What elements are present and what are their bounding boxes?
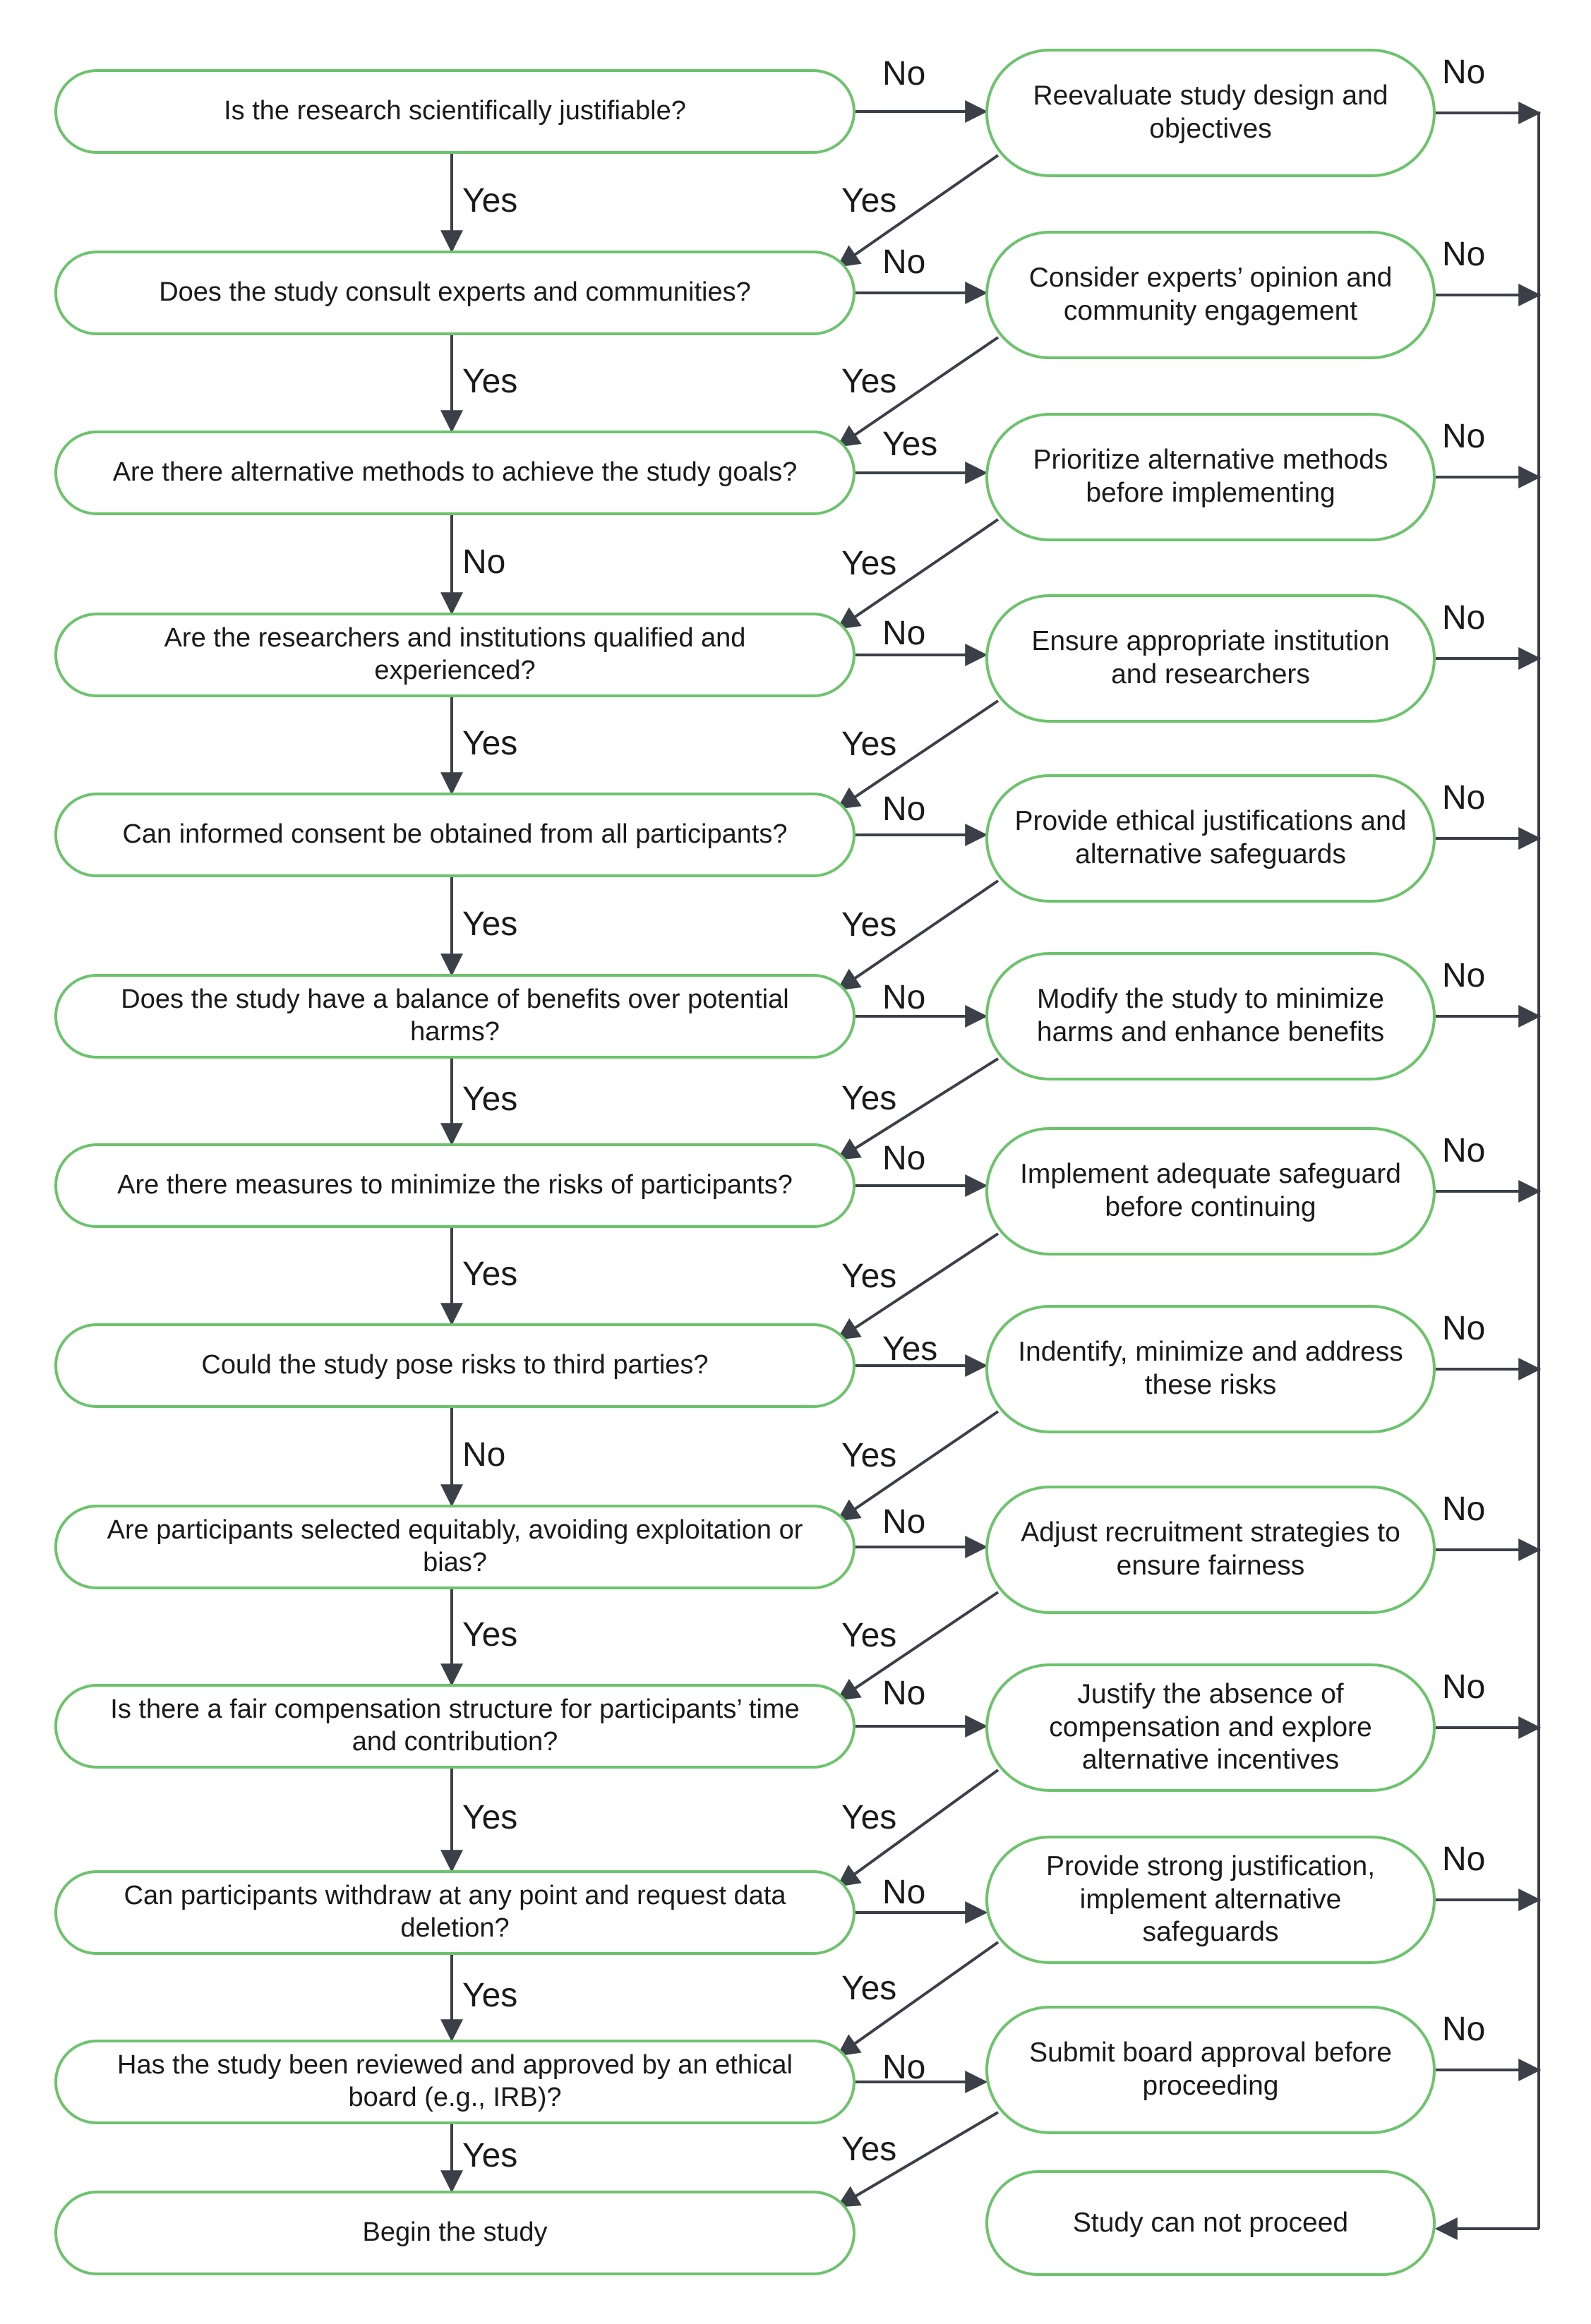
label-fail-5: No	[1442, 779, 1486, 817]
label-right-5: No	[882, 790, 926, 828]
question-node-9-text: Are participants selected equitably, avoiding exploitation or bias?	[107, 1515, 803, 1577]
label-down-11: Yes	[462, 1977, 518, 2014]
remediation-node-10-text: Justify the absence of compensation and explore alternative incentives	[1049, 1678, 1372, 1776]
label-down-8: No	[462, 1435, 506, 1474]
label-right-2: No	[882, 243, 926, 281]
label-back-9: Yes	[841, 1617, 897, 1654]
remediation-node-4-text: Ensure appropriate institution and researchers	[1031, 626, 1390, 690]
label-fail-2: No	[1442, 236, 1486, 273]
question-node-6-text: Does the study have a balance of benefits over potential harms?	[121, 985, 789, 1047]
label-fail-1: No	[1442, 54, 1486, 91]
question-node-4-text: Are the researchers and institutions qualified and experienced?	[164, 623, 746, 685]
question-node-3-text: Are there alternative methods to achieve the study goals?	[112, 457, 798, 488]
remediation-node-6-text: Modify the study to minimize harms and enhance benefits	[1036, 984, 1385, 1047]
question-node-10	[54, 1684, 855, 1769]
remediation-node-5	[985, 774, 1436, 903]
label-right-1: No	[882, 55, 926, 92]
question-node-7	[54, 1143, 855, 1228]
remediation-node-9	[985, 1486, 1436, 1614]
remediation-node-8	[985, 1305, 1436, 1433]
remediation-node-3-text: Prioritize alternative methods before implementing	[1033, 445, 1388, 508]
remediation-node-3	[985, 413, 1436, 541]
question-node-10-text: Is there a fair compensation structure for participants’ time and contribution?	[110, 1694, 800, 1757]
label-back-1: Yes	[841, 181, 897, 219]
label-down-12: Yes	[462, 2137, 518, 2174]
label-back-3: Yes	[841, 545, 897, 582]
label-fail-3: No	[1442, 418, 1486, 455]
label-back-2: Yes	[841, 363, 897, 400]
question-node-5	[54, 793, 855, 877]
label-back-7: Yes	[841, 1257, 897, 1295]
remediation-node-2-text: Consider experts’ opinion and community engagement	[1028, 263, 1393, 326]
label-fail-12: No	[1442, 2011, 1486, 2048]
label-down-6: Yes	[462, 1080, 518, 1118]
label-down-9: Yes	[462, 1616, 518, 1654]
label-down-1: Yes	[462, 181, 518, 219]
study-cannot-proceed-node-text: Study can not proceed	[1072, 2207, 1349, 2238]
label-back-6: Yes	[841, 1080, 897, 1117]
label-right-8: Yes	[882, 1330, 938, 1368]
question-node-2-text: Does the study consult experts and communities?	[159, 277, 751, 308]
begin-study-node	[54, 2191, 855, 2275]
study-cannot-proceed-node	[985, 2170, 1436, 2276]
question-node-8	[54, 1323, 855, 1408]
question-node-12	[54, 2040, 855, 2124]
label-fail-4: No	[1442, 599, 1486, 637]
label-right-12: No	[882, 2049, 926, 2086]
label-fail-10: No	[1442, 1668, 1486, 1706]
question-node-2	[54, 251, 855, 335]
remediation-node-10	[985, 1663, 1436, 1792]
label-right-4: No	[882, 615, 926, 652]
label-back-5: Yes	[841, 906, 897, 944]
question-node-3	[54, 431, 855, 515]
label-down-5: Yes	[462, 905, 518, 943]
question-node-4	[54, 613, 855, 697]
label-right-3: Yes	[882, 426, 938, 463]
label-down-10: Yes	[462, 1799, 518, 1836]
remediation-node-4	[985, 594, 1436, 723]
label-back-12: Yes	[841, 2130, 897, 2168]
label-down-7: Yes	[462, 1255, 518, 1293]
question-node-1	[54, 69, 855, 154]
label-down-2: Yes	[462, 362, 518, 400]
label-right-7: No	[882, 1140, 926, 1177]
label-fail-9: No	[1442, 1491, 1486, 1528]
label-right-6: No	[882, 979, 926, 1016]
question-node-12-text: Has the study been reviewed and approved by an ethical board (e.g., IRB)?	[117, 2050, 793, 2112]
label-back-11: Yes	[841, 1970, 897, 2007]
remediation-node-1	[985, 49, 1436, 177]
question-node-6	[54, 974, 855, 1059]
label-fail-7: No	[1442, 1132, 1486, 1169]
label-fail-8: No	[1442, 1310, 1486, 1347]
label-right-10: No	[882, 1675, 926, 1712]
remediation-node-8-text: Indentify, minimize and address these risks	[1018, 1337, 1403, 1400]
label-down-4: Yes	[462, 724, 518, 762]
remediation-node-5-text: Provide ethical justifications and alternative safeguards	[1014, 806, 1407, 869]
question-node-11-text: Can participants withdraw at any point and request data deletion?	[124, 1881, 786, 1943]
label-fail-6: No	[1442, 957, 1486, 994]
remediation-node-6	[985, 952, 1436, 1080]
remediation-node-12-text: Submit board approval before proceeding	[1029, 2037, 1392, 2101]
remediation-node-7-text: Implement adequate safeguard before continuing	[1020, 1159, 1401, 1222]
question-node-8-text: Could the study pose risks to third parties?	[201, 1350, 709, 1380]
remediation-node-12	[985, 2006, 1436, 2134]
question-node-5-text: Can informed consent be obtained from all participants?	[122, 819, 788, 850]
question-node-9	[54, 1505, 855, 1589]
question-node-1-text: Is the research scientifically justifiable?	[224, 96, 686, 126]
remediation-node-9-text: Adjust recruitment strategies to ensure fairness	[1021, 1517, 1400, 1581]
begin-study-node-text: Begin the study	[362, 2217, 548, 2248]
question-node-7-text: Are there measures to minimize the risks of participants?	[117, 1170, 793, 1200]
question-node-11	[54, 1870, 855, 1955]
label-right-9: No	[882, 1503, 926, 1541]
remediation-node-1-text: Reevaluate study design and objectives	[1033, 80, 1388, 144]
remediation-node-11-text: Provide strong justification, implement alternative safeguards	[1045, 1850, 1376, 1948]
label-back-8: Yes	[841, 1437, 897, 1474]
label-down-3: No	[462, 543, 506, 581]
remediation-node-2	[985, 231, 1436, 359]
label-right-11: No	[882, 1874, 926, 1911]
label-fail-11: No	[1442, 1841, 1486, 1878]
label-back-4: Yes	[841, 726, 897, 763]
label-back-10: Yes	[841, 1799, 897, 1836]
remediation-node-11	[985, 1836, 1436, 1964]
remediation-node-7	[985, 1127, 1436, 1256]
